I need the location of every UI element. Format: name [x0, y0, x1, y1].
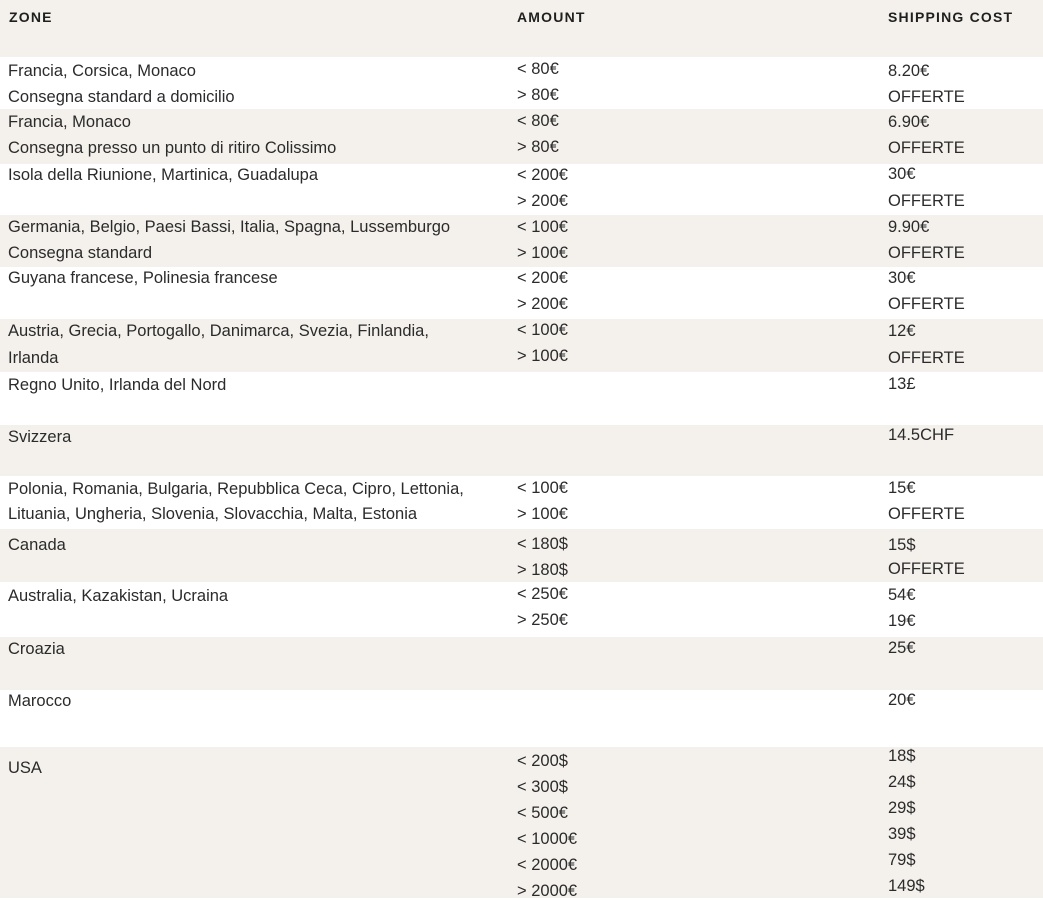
amount-cell-line: > 80€ — [517, 86, 559, 104]
amount-cell-line: < 200€ — [517, 269, 568, 287]
zone-cell-line: Guyana francese, Polinesia francese — [8, 269, 278, 287]
table-row — [0, 425, 1043, 476]
amount-cell-line: < 200$ — [517, 752, 568, 770]
cost-cell-line: 15$ — [888, 536, 916, 554]
amount-cell-line: < 300$ — [517, 778, 568, 796]
zone-cell-line: Germania, Belgio, Paesi Bassi, Italia, Spagna, Lussemburgo — [8, 218, 451, 236]
cost-cell-line: OFFERTE — [888, 244, 965, 262]
amount-cell-line: > 180$ — [517, 561, 568, 579]
zone-cell-line: Irlanda — [8, 349, 59, 367]
cost-cell-line: 39$ — [888, 825, 916, 843]
table-row — [0, 215, 1043, 267]
amount-cell-line: > 200€ — [517, 192, 568, 210]
cost-cell-line: 24$ — [888, 773, 916, 791]
zone-cell-line: Isola della Riunione, Martinica, Guadalupa — [8, 166, 319, 184]
column-header-amount: AMOUNT — [517, 9, 586, 25]
cost-cell-line: 13£ — [888, 375, 916, 393]
zone-cell-line: Consegna presso un punto di ritiro Colissimo — [8, 139, 337, 157]
cost-cell-line: 25€ — [888, 639, 916, 657]
cost-cell-line: 18$ — [888, 747, 916, 765]
zone-cell-line: Regno Unito, Irlanda del Nord — [8, 376, 227, 394]
amount-cell-line: < 100€ — [517, 218, 568, 236]
amount-cell-line: < 100€ — [517, 479, 568, 497]
cost-cell-line: 8.20€ — [888, 62, 930, 80]
zone-cell-line: Consegna standard a domicilio — [8, 88, 235, 106]
table-row — [0, 690, 1043, 747]
amount-cell-line: < 200€ — [517, 166, 568, 184]
cost-cell-line: 15€ — [888, 479, 916, 497]
table-row — [0, 582, 1043, 637]
zone-cell-line: Francia, Monaco — [8, 113, 131, 131]
cost-cell-line: OFFERTE — [888, 349, 965, 367]
cost-cell-line: OFFERTE — [888, 505, 965, 523]
table-row — [0, 267, 1043, 319]
cost-cell-line: OFFERTE — [888, 560, 965, 578]
zone-cell-line: Polonia, Romania, Bulgaria, Repubblica Ceca, Cipro, Lettonia, — [8, 480, 464, 498]
amount-cell-line: < 500€ — [517, 804, 568, 822]
table-row — [0, 319, 1043, 372]
table-row — [0, 109, 1043, 164]
zone-cell-line: Australia, Kazakistan, Ucraina — [8, 587, 229, 605]
amount-cell-line: < 1000€ — [517, 830, 578, 848]
cost-cell-line: 29$ — [888, 799, 916, 817]
table-row — [0, 747, 1043, 898]
cost-cell-line: 14.5CHF — [888, 426, 955, 444]
zone-cell-line: Austria, Grecia, Portogallo, Danimarca, Svezia, Finlandia, — [8, 322, 429, 340]
amount-cell-line: > 100€ — [517, 244, 568, 262]
zone-cell-line: USA — [8, 759, 42, 777]
cost-cell-line: 19€ — [888, 612, 916, 630]
cost-cell-line: OFFERTE — [888, 139, 965, 157]
zone-cell-line: Croazia — [8, 640, 65, 658]
cost-cell-line: 6.90€ — [888, 113, 930, 131]
amount-cell-line: < 80€ — [517, 112, 559, 130]
amount-cell-line: > 250€ — [517, 611, 568, 629]
table-header — [0, 0, 1043, 57]
table-row — [0, 529, 1043, 582]
cost-cell-line: 30€ — [888, 269, 916, 287]
amount-cell-line: < 180$ — [517, 535, 568, 553]
column-header-zone: ZONE — [9, 9, 53, 25]
table-row — [0, 372, 1043, 425]
cost-cell-line: 79$ — [888, 851, 916, 869]
zone-cell-line: Consegna standard — [8, 244, 153, 262]
table-row — [0, 637, 1043, 690]
table-row — [0, 57, 1043, 109]
cost-cell-line: 9.90€ — [888, 218, 930, 236]
amount-cell-line: > 100€ — [517, 347, 568, 365]
zone-cell-line: Svizzera — [8, 428, 72, 446]
zone-cell-line: Canada — [8, 536, 66, 554]
column-header-shipping-cost: SHIPPING COST — [888, 9, 1014, 25]
amount-cell-line: > 100€ — [517, 505, 568, 523]
zone-cell-line: Marocco — [8, 692, 72, 710]
cost-cell-line: 149$ — [888, 877, 925, 895]
table-row — [0, 164, 1043, 215]
cost-cell-line: OFFERTE — [888, 88, 965, 106]
amount-cell-line: < 2000€ — [517, 856, 578, 874]
cost-cell-line: 12€ — [888, 322, 916, 340]
cost-cell-line: OFFERTE — [888, 295, 965, 313]
amount-cell-line: < 80€ — [517, 60, 559, 78]
amount-cell-line: > 2000€ — [517, 882, 578, 900]
amount-cell-line: < 100€ — [517, 321, 568, 339]
zone-cell-line: Francia, Corsica, Monaco — [8, 62, 196, 80]
table-row — [0, 476, 1043, 529]
cost-cell-line: 20€ — [888, 691, 916, 709]
amount-cell-line: > 200€ — [517, 295, 568, 313]
cost-cell-line: OFFERTE — [888, 192, 965, 210]
amount-cell-line: < 250€ — [517, 585, 568, 603]
cost-cell-line: 30€ — [888, 165, 916, 183]
cost-cell-line: 54€ — [888, 586, 916, 604]
amount-cell-line: > 80€ — [517, 138, 559, 156]
zone-cell-line: Lituania, Ungheria, Slovenia, Slovacchia, Malta, Estonia — [8, 505, 418, 523]
